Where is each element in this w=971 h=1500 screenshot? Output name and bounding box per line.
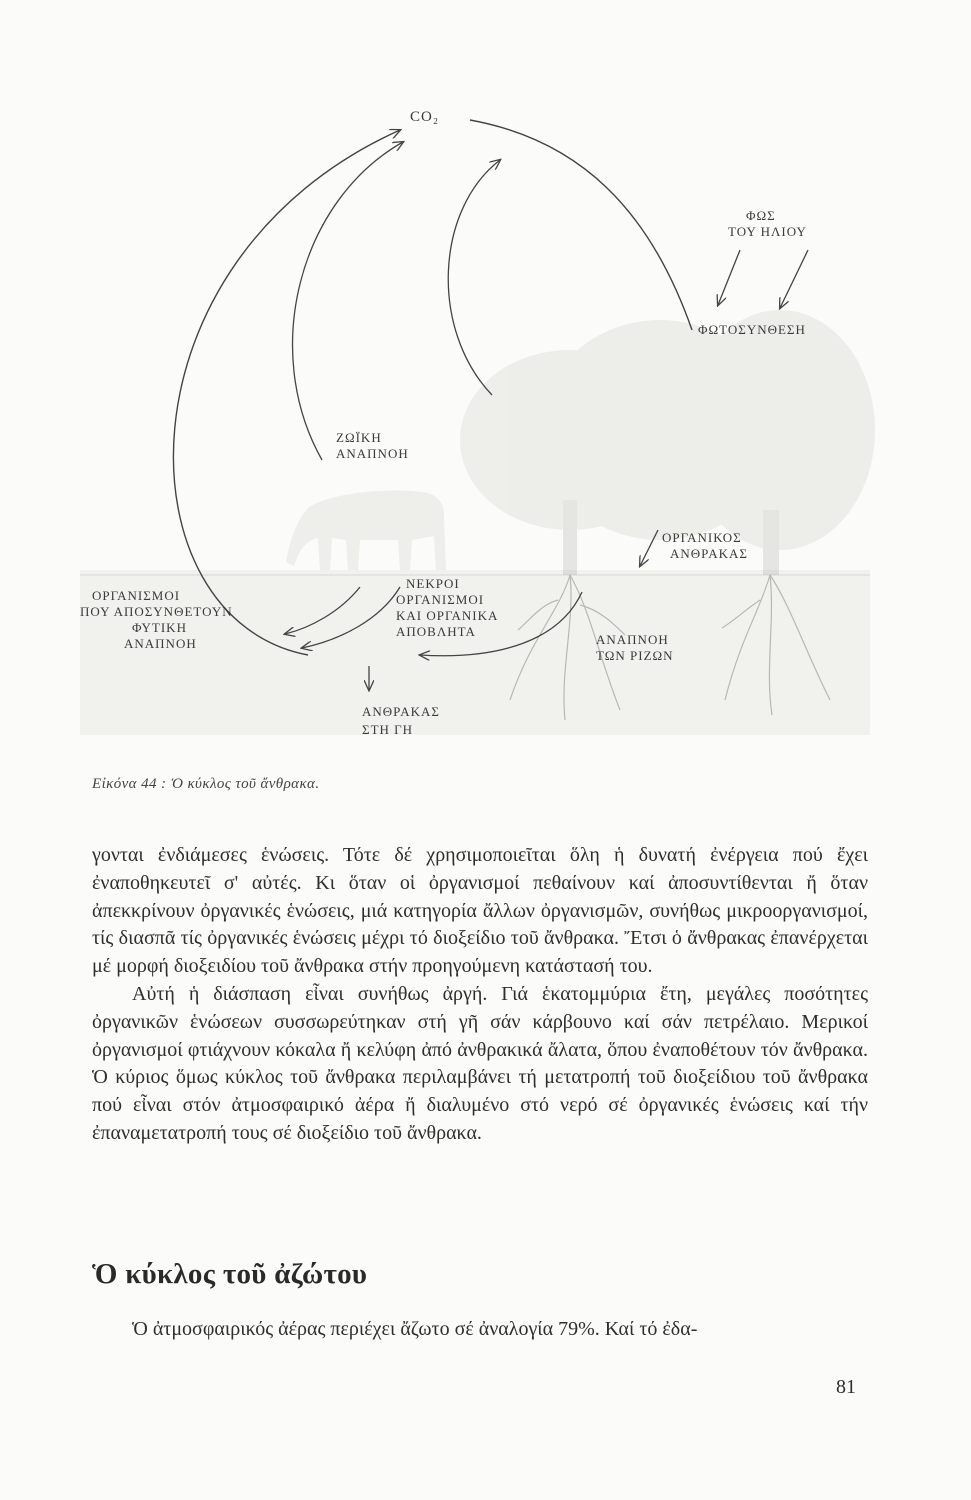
sunlight-label-line-1: ΦΩΣ: [746, 208, 776, 223]
carbon-cycle-diagram: [60, 100, 900, 760]
dead-organisms-label-line-3: ΚΑΙ ΟΡΓΑΝΙΚΑ: [396, 608, 499, 623]
plant-respiration-label-line-2: ΑΝΑΠΝΟΗ: [124, 636, 197, 651]
root-respiration-label-line-2: ΤΩΝ ΡΙΖΩΝ: [596, 648, 674, 663]
dead-organisms-label-line-4: ΑΠΟΒΛΗΤΑ: [396, 624, 476, 639]
section-intro-paragraph: Ὁ ἀτμοσφαιρικός ἀέρας περιέχει ἄζωτο σέ ἀναλογία 79%. Καί τό ἐδα-: [132, 1318, 698, 1340]
figure-caption: Εἰκόνα 44 : Ὁ κύκλος τοῦ ἄνθρακα.: [92, 776, 320, 792]
animal-respiration-label-line-1: ΖΩΪΚΗ: [336, 430, 382, 445]
soil-carbon-label-line-1: ΑΝΘΡΑΚΑΣ: [362, 704, 440, 719]
soil-carbon-label-line-2: ΣΤΗ ΓΗ: [362, 722, 414, 737]
paragraph: Αὐτή ἡ διάσπαση εἶναι συνήθως ἀργή. Γιά ἑκατομμύρια ἔτη, μεγάλες ποσότητες ὀργανικῶν ἑνώσεων συσσωρεύτηκαν στή γῆ σάν κάρβουνο καί σάν πετρέλαιο. Μερικοί ὀργανισμοί φτιάχνουν κόκαλα ἤ κελύφη ἀπό ἀνθρακικά ἄλατα, ὅπου ἐναποθέτουν τόν ἄνθρακα. Ὁ κύριος ὅμως κύκλος τοῦ ἄνθρακα περιλαμβάνει τή μετατροπή τοῦ διοξείδιου τοῦ ἄνθρακα πού εἶναι στόν ἀτμοσφαιρικό ἀέρα ἤ διαλυμένο στό νερό σέ ὀργανικές ἑνώσεις καί τήν ἐπαναμετατροπή τους σέ διοξείδιο τοῦ ἄνθρακα.: [92, 982, 868, 1144]
cow-illustration: [286, 491, 446, 570]
paragraph: γονται ἐνδιάμεσες ἑνώσεις. Τότε δέ χρησιμοποιεῖται ὅλη ἡ δυνατή ἐνέργεια πού ἔχει ἐναποθηκευτεῖ σ' αὐτές. Κι ὅταν οἱ ὀργανισμοί πεθαίνουν καί ἀποσυντίθενται ἤ ὅταν ἀπεκκρίνουν ὀργανικές ἑνώσεις, μιά κατηγορία ἄλλων ὀργανισμῶν, συνήθως μικροοργανισμοί, τίς διασπᾶ τίς ὀργανικές ἑνώσεις μέχρι τό διοξείδιο τοῦ ἄνθρακα. Ἔτσι ὁ ἄνθρακας ἐπανέρχεται μέ μορφή διοξειδίου τοῦ ἄνθρακα στήν προηγούμενη κατάστασή του.: [92, 844, 868, 978]
photosynthesis-label: ΦΩΤΟΣΥΝΘΕΣΗ: [698, 322, 806, 337]
animal-respiration-label-line-2: ΑΝΑΠΝΟΗ: [336, 446, 409, 461]
carbon-cycle-figure: [60, 100, 900, 760]
sunlight-arrow-1: [718, 250, 740, 305]
body-text: [92, 842, 868, 1148]
cycle-arc-right: [470, 120, 692, 330]
organic-carbon-label-line-1: ΟΡΓΑΝΙΚΟΣ: [662, 530, 742, 545]
co2-label: CO₂: [410, 109, 440, 125]
page-number: 81: [836, 1376, 856, 1398]
decomposers-label-line-2: ΠΟΥ ΑΠΟΣΥΝΘΕΤΟΥΝ: [80, 604, 233, 619]
sunlight-label-line-2: ΤΟΥ ΗΛΙΟΥ: [728, 224, 807, 239]
dead-organisms-label-line-1: ΝΕΚΡΟΙ: [406, 576, 460, 591]
root-respiration-arrow: [448, 160, 500, 395]
sunlight-arrow-2: [780, 250, 808, 308]
organic-carbon-label-line-2: ΑΝΘΡΑΚΑΣ: [670, 546, 748, 561]
decomposers-label-line-1: ΟΡΓΑΝΙΣΜΟΙ: [92, 588, 181, 603]
plant-respiration-label-line-1: ΦΥΤΙΚΗ: [132, 620, 187, 635]
animal-respiration-arrow: [293, 142, 403, 460]
root-respiration-label-line-1: ΑΝΑΠΝΟΗ: [596, 632, 669, 647]
dead-organisms-label-line-2: ΟΡΓΑΝΙΣΜΟΙ: [396, 592, 485, 607]
section-heading: Ὁ κύκλος τοῦ ἀζώτου: [92, 1258, 368, 1290]
